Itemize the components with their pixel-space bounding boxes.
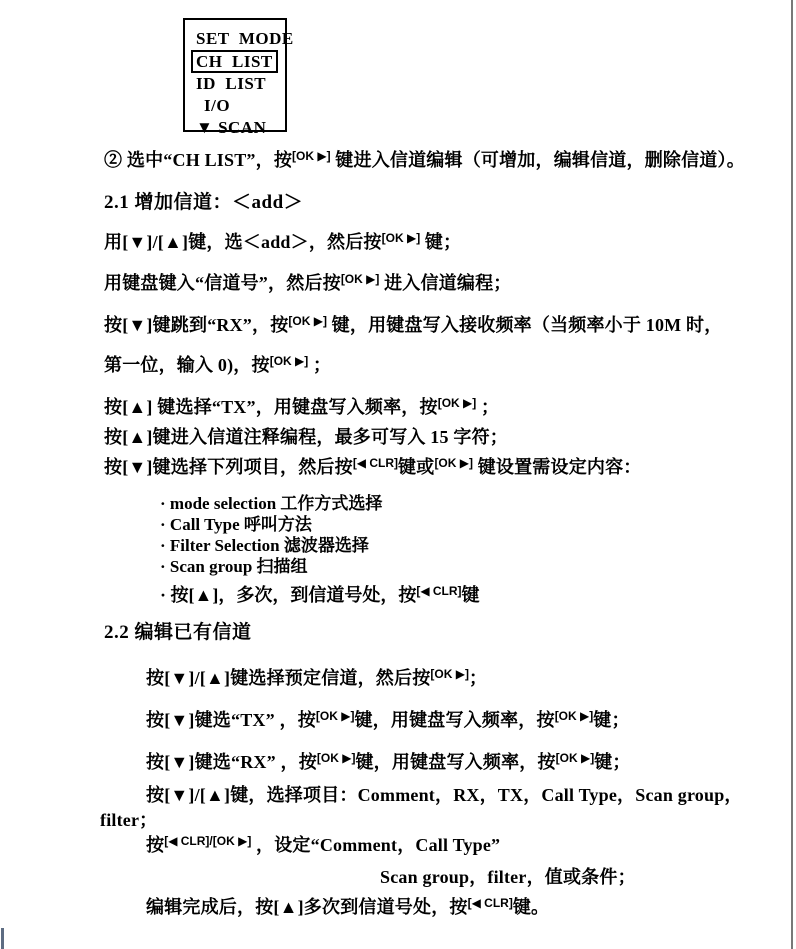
bullet-english-label: Call Type [169,515,240,534]
ok-arrow-key-label: [OK ▶] [434,456,473,470]
text-run: ； [468,668,488,688]
menu-item-scan: ▼ SCAN [196,118,267,137]
ok-arrow-key-label: [OK ▶] [430,667,469,681]
bullet-return-to-channel [160,581,480,607]
section-heading-2-1: 2.1 增加信道：＜add＞ [104,192,304,213]
text-run: 第一位，输入 0)，按 [104,355,270,375]
paragraph-select-items [104,453,642,479]
text-run: 键进入信道编辑（可增加，编辑信道，删除信道）。 [330,150,745,170]
text-run: ② 选中“CH LIST”，按 [104,150,293,170]
paragraph-finish-editing [146,893,549,919]
text-run: 键。 [512,897,550,917]
ok-arrow-key-label: [OK ▶] [437,396,477,410]
bullet-dot: · [160,536,166,555]
paragraph-item-list [146,781,743,807]
text-run: 键或 [398,457,435,477]
ok-arrow-key-label: [OK ▶] [288,314,327,328]
bullet-dot: · [160,585,167,605]
clr-key-label: [◀ CLR] [164,834,210,848]
text-run: 用键盘键入“信道号”，然后按 [104,273,341,293]
section-heading-2-2: 2.2 编辑已有信道 [104,622,252,643]
text-run: 键； [594,752,631,772]
text-run: ； [476,397,500,417]
bullet-chinese-label: 呼叫方法 [239,515,312,534]
text-run: Scan group，filter，值或条件； [380,867,636,887]
paragraph-set-values-cont [380,863,636,889]
text-run: 键设置需设定内容： [473,457,642,477]
ok-arrow-key-label: [OK ▶] [315,709,355,723]
clr-key-label: [◀ CLR] [467,896,513,910]
bullet-english-label: Scan group [169,557,253,576]
paragraph-enter-channel-number [104,269,511,295]
menu-item-ch-list [185,50,285,73]
paragraph-item-list-cont [100,806,157,832]
bullet-english-label: Filter Selection [169,536,280,555]
text-run: ，设定“Comment，Call Type” [251,835,501,855]
bullet-dot: · [160,515,166,534]
ok-arrow-key-label: [OK ▶] [316,751,356,765]
lcd-menu-box [183,18,294,137]
paragraph-select-add [104,228,461,254]
bullet-scan-group [160,552,308,577]
text-run: filter； [100,810,158,830]
text-run: 按[▲]，多次，到信道号处，按 [170,585,417,605]
ok-arrow-key-label: [OK ▶] [269,354,309,368]
text-run: 键，用键盘写入频率，按 [354,710,555,730]
bullet-chinese-label: 滤波器选择 [279,536,369,555]
ok-arrow-key-label: [OK ▶] [212,834,252,848]
key-separator: / [209,834,213,848]
menu-item-set-mode: SET MODE [196,29,294,48]
text-run: 键，用键盘写入频率，按 [355,752,556,772]
bottom-left-corner-mark [1,928,4,949]
clr-key-label: [◀ CLR] [352,456,399,470]
ok-arrow-key-label: [OK ▶] [340,272,380,286]
text-run: 按[▼]/[▲]键选择预定信道，然后按 [146,668,431,688]
paragraph-edit-rx [146,748,631,774]
intro-paragraph [104,146,745,172]
bullet-chinese-label: 扫描组 [252,557,308,576]
bullet-dot: · [160,557,166,576]
menu-selection-frame: CH LIST [191,50,278,73]
text-run: 按[▼]键选“RX” ，按 [146,752,317,772]
menu-item-id-list: ID LIST [196,74,267,93]
ok-arrow-key-label: [OK ▶] [292,149,331,163]
text-run: 键； [420,232,462,252]
menu-item-io: I/O [204,96,231,115]
page-right-edge-line [791,0,793,949]
text-run: 键； [593,710,630,730]
paragraph-select-existing-channel [146,664,487,690]
paragraph-tx-frequency [104,393,499,419]
text-run: 按[▼]键选择下列项目，然后按 [104,457,353,477]
paragraph-rx-frequency-cont [104,351,331,377]
ok-arrow-key-label: [OK ▶] [555,751,595,765]
paragraph-rx-frequency [104,311,722,337]
text-run: 键 [461,585,480,605]
bullet-english-label: mode selection [169,494,277,513]
clr-key-label: [◀ CLR] [416,584,462,598]
bullet-chinese-label: 工作方式选择 [276,494,383,513]
ok-arrow-key-label: [OK ▶] [554,709,594,723]
paragraph-comment-entry [104,423,508,449]
paragraph-set-values [146,831,500,857]
text-run: 用[▼]/[▲]键，选＜add＞，然后按 [104,232,382,252]
text-run: 按[▲]键进入信道注释编程，最多可写入 15 字符； [104,427,509,447]
text-run: ； [308,355,332,375]
text-run: 进入信道编程； [379,273,512,293]
text-run: 按[▼]/[▲]键，选择项目：Comment，RX，TX，Call Type，Scan group， [146,785,743,805]
text-run: 按[▲] 键选择“TX”，用键盘写入频率，按 [104,397,438,417]
ok-arrow-key-label: [OK ▶] [381,231,421,245]
paragraph-edit-tx [146,706,630,732]
text-run: 编辑完成后，按[▲]多次到信道号处，按 [146,897,468,917]
text-run: 按[▼]键选“TX” ，按 [146,710,316,730]
text-run: 按[▼]键跳到“RX”，按 [104,315,289,335]
bullet-dot: · [160,494,166,513]
text-run: 按 [146,835,165,855]
text-run: 键，用键盘写入接收频率（当频率小于 10M 时， [326,315,723,335]
